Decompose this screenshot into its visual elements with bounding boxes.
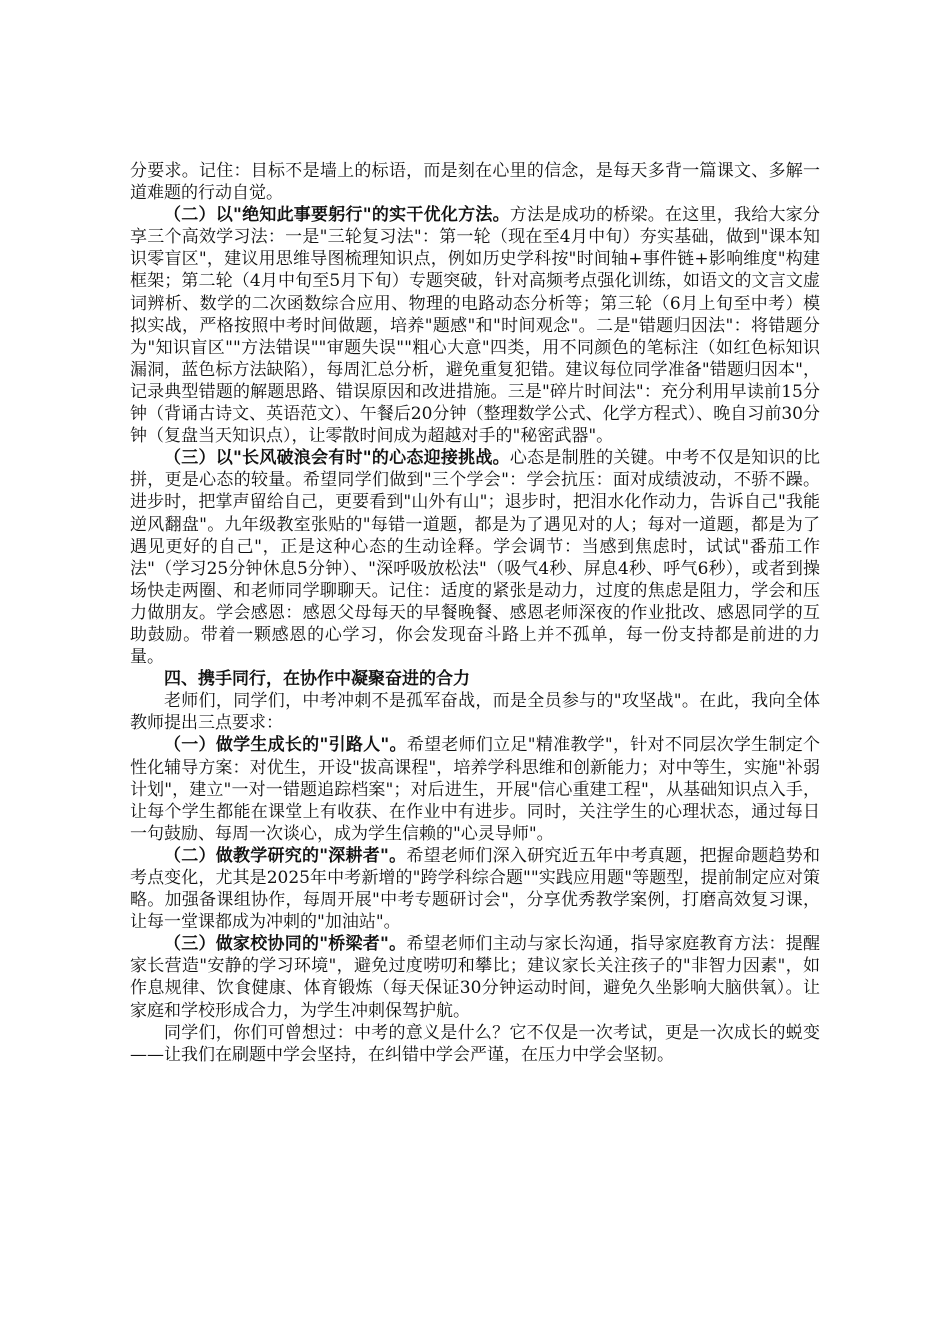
paragraph-text: 希望老师们主动与家长沟通，指导家庭教育方法：提醒家长营造"安静的学习环境"，避免过度唠叨和攀比；建议家长关注孩子的"非智力因素"，如作息规律、饮食健康、体育锻炼（每天保证30分钟运动时间，避免久坐影响大脑供氧）。让家庭和学校形成合力，为学生冲刺保驾护航。 [130,934,821,1021]
paragraph-lead: （三）做家校协同的"桥梁者"。 [164,934,407,955]
paragraph-text: 希望老师们立足"精准教学"，针对不同层次学生制定个性化辅导方案：对优生，开设"拔高课程"，培养学科思维和创新能力；对中等生，实施"补弱计划"，建立"一对一错题追踪档案"；对后进生，开展"信心重建工程"，从基础知识点入手，让每个学生都能在课堂上有收获、在作业中有进步。同时，关注学生的心理状态，通过每日一句鼓励、每周一次谈心，成为学生信赖的"心灵导师"。 [130,735,820,844]
paragraph-lead: （二）做教学研究的"深耕者"。 [164,845,407,866]
paragraph-text: 同学们，你们可曾想过：中考的意义是什么？它不仅是一次考试，更是一次成长的蜕变——让我们在刷题中学会坚持，在纠错中学会严谨，在压力中学会坚韧。 [130,1022,820,1065]
paragraph-lead: （二）以"绝知此事要躬行"的实干优化方法。 [164,205,510,226]
paragraph-guide [130,734,820,844]
paragraph-text: 分要求。记住：目标不是墙上的标语，而是刻在心里的信念，是每天多背一篇课文、多解一道难题的行动自觉。 [130,161,820,204]
paragraph-text: 希望老师们深入研究近五年中考真题，把握命题趋势和考点变化，尤其是2025年中考新增的"跨学科综合题""实践应用题"等题型，提前制定应对策略。加强备课组协作，每周开展"中考专题研讨会"，分享优秀教学案例，打磨高效复习课，让每一堂课都成为冲刺的"加油站"。 [130,845,821,933]
paragraph-bridge [130,933,820,1021]
paragraph-text: 心态是制胜的关键。中考不仅是知识的比拼，更是心态的较量。希望同学们做到"三个学会"：学会抗压：面对成绩波动，不骄不躁。进步时，把掌声留给自己，更要看到"山外有山"；退步时，把泪水化作动力，告诉自己"我能逆风翻盘"。九年级教室张贴的"每错一道题，都是为了遇见对的人；每对一道题，都是为了遇见更好的自己"，正是这种心态的生动诠释。学会调节：当感到焦虑时，试试"番茄工作法"（学习25分钟休息5分钟）、"深呼吸放松法"（吸气4秒、屏息4秒、呼气6秒），或者到操场快走两圈、和老师同学聊聊天。记住：适度的紧张是动力，过度的焦虑是阻力，学会和压力做朋友。学会感恩：感恩父母每天的早餐晚餐、感恩老师深夜的作业批改、感恩同学的互助鼓励。带着一颗感恩的心学习，你会发现奋斗路上并不孤单，每一份支持都是前进的力量。 [130,448,820,668]
paragraph-method [130,204,820,447]
paragraph-research [130,845,820,933]
paragraph-continuation [130,160,820,204]
document-page [130,160,820,1066]
paragraph-mindset [130,447,820,668]
paragraph-intro [130,690,820,734]
paragraph-lead: （三）以"长风破浪会有时"的心态迎接挑战。 [164,448,510,469]
paragraph-text: 老师们，同学们，中考冲刺不是孤军奋战，而是全员参与的"攻坚战"。在此，我向全体教师提出三点要求： [130,691,820,734]
paragraph-text: 方法是成功的桥梁。在这里，我给大家分享三个高效学习法：一是"三轮复习法"：第一轮（现在至4月中旬）夯实基础，做到"课本知识零盲区"，建议用思维导图梳理知识点，例如历史学科按"时间轴+事件链+影响维度"构建框架；第二轮（4月中旬至5月下旬）专题突破，针对高频考点强化训练，如语文的文言文虚词辨析、数学的二次函数综合应用、物理的电路动态分析等；第三轮（6月上旬至中考）模拟实战，严格按照中考时间做题，培养"题感"和"时间观念"。二是"错题归因法"：将错题分为"知识盲区""方法错误""审题失误""粗心大意"四类，用不同颜色的笔标注（如红色标知识漏洞，蓝色标方法缺陷），每周汇总分析，避免重复犯错。建议每位同学准备"错题归因本"，记录典型错题的解题思路、错误原因和改进措施。三是"碎片时间法"：充分利用早读前15分钟（背诵古诗文、英语范文）、午餐后20分钟（整理数学公式、化学方程式）、晚自习前30分钟（复盘当天知识点），让零散时间成为超越对手的"秘密武器"。 [130,205,820,447]
section-heading: 四、携手同行，在协作中凝聚奋进的合力 [164,669,470,690]
paragraph-lead: （一）做学生成长的"引路人"。 [164,735,407,756]
paragraph-closing [130,1022,820,1066]
